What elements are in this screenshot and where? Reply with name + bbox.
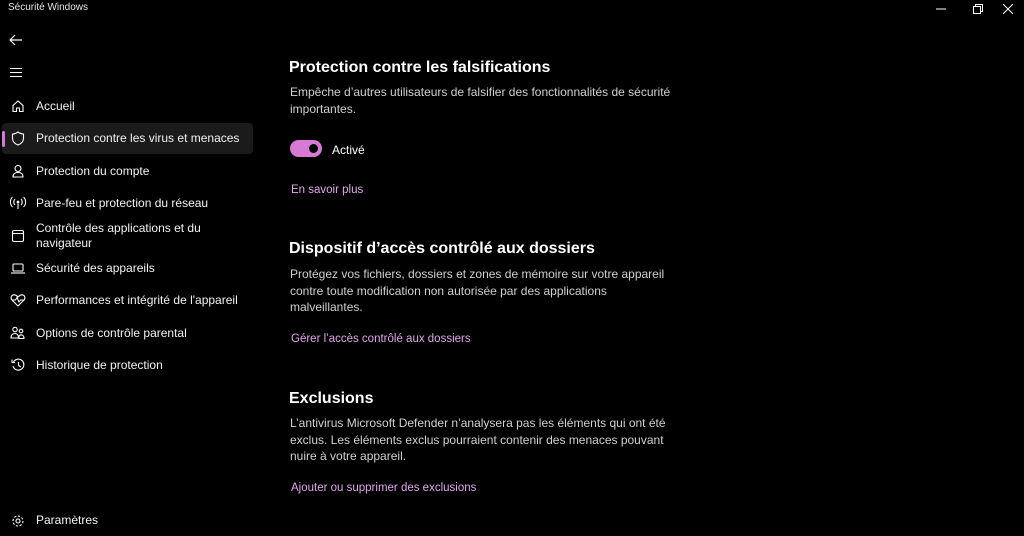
folder-access-description: Protégez vos fichiers, dossiers et zones de mémoire sur votre appareil contre toute modification non autorisée par des applications malveillantes. (290, 267, 665, 314)
browser-window-icon (3, 229, 33, 243)
sidebar-item-label: Protection du compte (36, 163, 150, 178)
sidebar-item-firewall[interactable] (2, 187, 253, 219)
gear-icon (3, 514, 33, 528)
home-icon (3, 99, 33, 113)
sidebar-item-family-options[interactable] (2, 317, 253, 349)
arrow-left-icon (9, 34, 23, 46)
active-indicator (2, 131, 5, 147)
app-title: Sécurité Windows (8, 2, 89, 13)
folder-access-title: Dispositif d’accès contrôlé aux dossiers (289, 240, 595, 257)
antenna-icon (3, 196, 33, 210)
sidebar-item-home[interactable] (2, 90, 253, 122)
minimize-icon (936, 4, 946, 14)
sidebar-item-app-browser-control[interactable] (2, 219, 253, 253)
restore-icon (973, 4, 983, 14)
title-bar (0, 0, 1024, 18)
tamper-protection-title: Protection contre les falsifications (289, 59, 551, 76)
toggle-state-label: Activé (332, 143, 365, 157)
shield-icon (3, 131, 33, 146)
exclusions-title: Exclusions (289, 390, 374, 407)
sidebar-item-protection-history[interactable] (2, 349, 253, 381)
sidebar-item-label: Accueil (36, 98, 75, 113)
sidebar-item-label: Contrôle des applications et du navigateur (36, 221, 201, 250)
family-icon (3, 326, 33, 340)
sidebar-item-label: Historique de protection (36, 357, 163, 372)
laptop-icon (3, 261, 33, 275)
sidebar-item-label: Options de contrôle parental (36, 325, 187, 340)
sidebar-item-device-security[interactable] (2, 252, 253, 284)
sidebar-item-label: Protection contre les virus et menaces (36, 131, 240, 145)
sidebar-item-label: Pare-feu et protection du réseau (36, 195, 209, 210)
back-button[interactable] (4, 30, 28, 50)
manage-folder-access-link[interactable]: Gérer l’accès contrôlé aux dossiers (291, 333, 471, 345)
history-icon (3, 358, 33, 372)
manage-exclusions-link[interactable]: Ajouter ou supprimer des exclusions (291, 482, 477, 494)
sidebar-item-account[interactable] (2, 155, 253, 187)
tamper-protection-toggle[interactable] (290, 140, 322, 157)
sidebar-item-virus-protection[interactable] (2, 123, 253, 154)
learn-more-link[interactable]: En savoir plus (291, 184, 364, 196)
hamburger-icon (9, 67, 23, 78)
sidebar-item-settings[interactable] (2, 505, 253, 536)
close-button[interactable] (992, 0, 1024, 18)
person-icon (3, 164, 33, 178)
sidebar-item-label: Performances et intégrité de l'appareil (36, 292, 238, 307)
toggle-knob (309, 144, 318, 153)
sidebar-item-label: Sécurité des appareils (36, 260, 155, 275)
heart-pulse-icon (3, 293, 33, 307)
tamper-protection-description: Empêche d’autres utilisateurs de falsifier des fonctionnalités de sécurité importantes. (290, 85, 671, 116)
sidebar-item-label: Paramètres (36, 513, 99, 527)
exclusions-description: L’antivirus Microsoft Defender n’analysera pas les éléments qui ont été exclus. Les éléments exclus pourraient contenir des menaces pouvant nuire à votre appareil. (290, 416, 666, 463)
close-icon (1003, 4, 1013, 14)
sidebar-item-device-performance[interactable] (2, 284, 253, 316)
menu-button[interactable] (4, 62, 28, 82)
